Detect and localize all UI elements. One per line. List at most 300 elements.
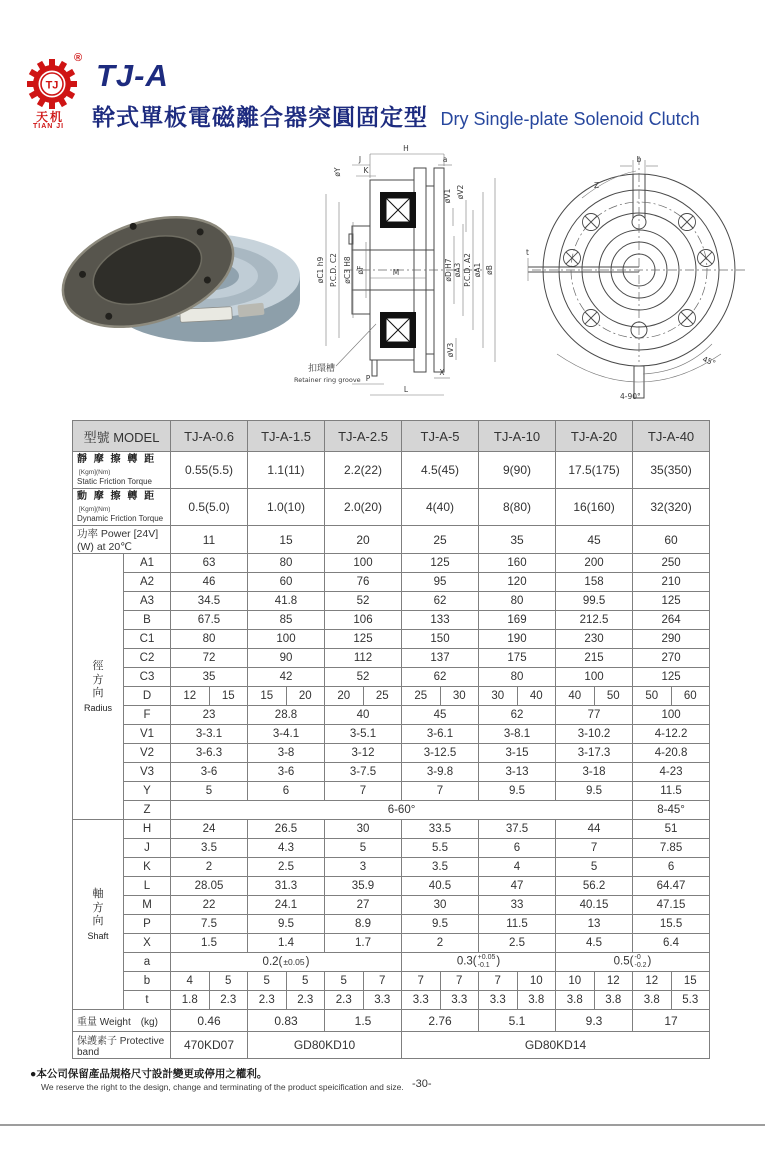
value-cell: 5 xyxy=(209,972,248,991)
value-cell: 7 xyxy=(479,972,518,991)
value-cell: 80 xyxy=(479,668,556,687)
param-cell: Z xyxy=(124,801,171,820)
value-cell: 40 xyxy=(517,687,556,706)
brand-logo xyxy=(26,58,90,115)
value-cell: 1.8 xyxy=(171,991,210,1010)
value-cell: 28.8 xyxy=(248,706,325,725)
param-cell: A1 xyxy=(124,554,171,573)
value-cell: 230 xyxy=(556,630,633,649)
value-cell: 2.5 xyxy=(479,934,556,953)
param-cell: P xyxy=(124,915,171,934)
page-number: -30- xyxy=(412,1078,432,1090)
dim-label-m: M xyxy=(392,268,400,277)
value-cell: 3-18 xyxy=(556,763,633,782)
value-cell: 1.4 xyxy=(248,934,325,953)
value-cell: 3-6 xyxy=(248,763,325,782)
value-cell: 100 xyxy=(325,554,402,573)
value-cell: 33.5 xyxy=(402,820,479,839)
row-label: 重量 Weight (kg) xyxy=(73,1010,171,1032)
value-cell: 15 xyxy=(209,687,248,706)
value-cell: 3-17.3 xyxy=(556,744,633,763)
value-cell: 90 xyxy=(248,649,325,668)
section-label-shaft: 軸 方 向 Shaft xyxy=(73,820,124,1010)
value-cell: 76 xyxy=(325,573,402,592)
dim-label-x: X xyxy=(439,368,445,377)
model-column-header: TJ-A-2.5 xyxy=(325,421,402,452)
row-label: 靜 摩 擦 轉 距[Kgm](Nm) Static Friction Torque xyxy=(73,452,171,489)
value-cell: 27 xyxy=(325,896,402,915)
product-title-en: Dry Single-plate Solenoid Clutch xyxy=(440,109,700,129)
value-cell: 5.1 xyxy=(479,1010,556,1032)
value-cell: 9.5 xyxy=(248,915,325,934)
value-cell: 100 xyxy=(633,706,710,725)
dim-label-4-90: 4-90° xyxy=(620,392,641,401)
value-cell: 7 xyxy=(440,972,479,991)
value-cell: 210 xyxy=(633,573,710,592)
value-cell: 3-8.1 xyxy=(479,725,556,744)
value-cell: 30 xyxy=(402,896,479,915)
value-cell: 120 xyxy=(479,573,556,592)
value-cell: 0.2(±0.05) xyxy=(171,953,402,972)
value-cell: 9(90) xyxy=(479,452,556,489)
value-cell: 150 xyxy=(402,630,479,649)
value-cell: 47.15 xyxy=(633,896,710,915)
param-cell: b xyxy=(124,972,171,991)
value-cell: 52 xyxy=(325,592,402,611)
value-cell: 15 xyxy=(671,972,710,991)
value-cell: 6-60° xyxy=(171,801,633,820)
param-cell: V1 xyxy=(124,725,171,744)
value-cell: 1.0(10) xyxy=(248,489,325,526)
dim-label-k: K xyxy=(363,166,369,175)
value-cell: 50 xyxy=(594,687,633,706)
footer-note xyxy=(30,1066,590,1092)
value-cell: 8.9 xyxy=(325,915,402,934)
value-cell: 2.3 xyxy=(248,991,287,1010)
product-title-cn: 幹式單板電磁離合器突圓固定型 xyxy=(92,104,428,130)
value-cell: 160 xyxy=(479,554,556,573)
model-column-header: TJ-A-10 xyxy=(479,421,556,452)
footer-note-en: We reserve the right to the design, change and terminating of the product speicification and size. xyxy=(41,1082,404,1092)
value-cell: 15 xyxy=(248,526,325,554)
value-cell: 5 xyxy=(556,858,633,877)
value-cell: 3.8 xyxy=(556,991,595,1010)
value-cell: 470KD07 xyxy=(171,1032,248,1059)
value-cell: 2.5 xyxy=(248,858,325,877)
value-cell: 133 xyxy=(402,611,479,630)
value-cell: 37.5 xyxy=(479,820,556,839)
value-cell: 16(160) xyxy=(556,489,633,526)
param-cell: X xyxy=(124,934,171,953)
value-cell: 25 xyxy=(402,687,441,706)
value-cell: 31.3 xyxy=(248,877,325,896)
value-cell: 7 xyxy=(402,782,479,801)
value-cell: 35 xyxy=(171,668,248,687)
value-cell: 4-12.2 xyxy=(633,725,710,744)
product-photo-figure xyxy=(52,180,304,358)
value-cell: 0.5(5.0) xyxy=(171,489,248,526)
param-cell: F xyxy=(124,706,171,725)
value-cell: 41.8 xyxy=(248,592,325,611)
param-cell: D xyxy=(124,687,171,706)
series-title: TJ-A xyxy=(96,58,169,93)
dim-label-z: Z xyxy=(594,181,600,190)
value-cell: 3.8 xyxy=(594,991,633,1010)
value-cell: 45 xyxy=(556,526,633,554)
param-cell: M xyxy=(124,896,171,915)
value-cell: 3.3 xyxy=(440,991,479,1010)
row-label: 動 摩 擦 轉 距[Kgm](Nm) Dynamic Friction Torque xyxy=(73,489,171,526)
value-cell: 22 xyxy=(171,896,248,915)
value-cell: 52 xyxy=(325,668,402,687)
value-cell: 4 xyxy=(171,972,210,991)
value-cell: 100 xyxy=(248,630,325,649)
value-cell: 215 xyxy=(556,649,633,668)
value-cell: 34.5 xyxy=(171,592,248,611)
value-cell: 63 xyxy=(171,554,248,573)
value-cell: 2.3 xyxy=(325,991,364,1010)
front-view-drawing xyxy=(524,148,756,406)
param-cell: J xyxy=(124,839,171,858)
value-cell: 11 xyxy=(171,526,248,554)
value-cell: 30 xyxy=(479,687,518,706)
value-cell: 5 xyxy=(325,839,402,858)
value-cell: 95 xyxy=(402,573,479,592)
value-cell: 30 xyxy=(440,687,479,706)
value-cell: 85 xyxy=(248,611,325,630)
footer-divider xyxy=(0,1124,765,1126)
value-cell: 106 xyxy=(325,611,402,630)
product-photo xyxy=(52,180,304,358)
value-cell: 5.3 xyxy=(671,991,710,1010)
value-cell: 3-12 xyxy=(325,744,402,763)
value-cell: 3-13 xyxy=(479,763,556,782)
value-cell: 40 xyxy=(556,687,595,706)
param-cell: V2 xyxy=(124,744,171,763)
value-cell: 33 xyxy=(479,896,556,915)
value-cell: 11.5 xyxy=(479,915,556,934)
value-cell: 125 xyxy=(402,554,479,573)
value-cell: 2.76 xyxy=(402,1010,479,1032)
value-cell: 3-10.2 xyxy=(556,725,633,744)
dim-label-b: b xyxy=(636,155,642,164)
value-cell: 2 xyxy=(402,934,479,953)
value-cell: 9.5 xyxy=(479,782,556,801)
logo-monogram: TJ xyxy=(45,79,59,92)
value-cell: 6 xyxy=(248,782,325,801)
value-cell: 15 xyxy=(248,687,287,706)
value-cell: 77 xyxy=(556,706,633,725)
value-cell: 9.3 xyxy=(556,1010,633,1032)
value-cell: 12 xyxy=(594,972,633,991)
value-cell: 9.5 xyxy=(402,915,479,934)
param-cell: B xyxy=(124,611,171,630)
dim-label-pcdc2: P.C.D. C2 xyxy=(329,253,338,287)
brand-name-en: TIAN JI xyxy=(33,123,65,130)
value-cell: 4 xyxy=(479,858,556,877)
value-cell: 3 xyxy=(325,858,402,877)
value-cell: 12 xyxy=(633,972,672,991)
value-cell: 62 xyxy=(479,706,556,725)
row-label: 功率 Power [24V](W) at 20℃ xyxy=(73,526,171,554)
value-cell: 80 xyxy=(248,554,325,573)
value-cell: 3-15 xyxy=(479,744,556,763)
value-cell: 200 xyxy=(556,554,633,573)
value-cell: 5.5 xyxy=(402,839,479,858)
value-cell: 28.05 xyxy=(171,877,248,896)
value-cell: 25 xyxy=(363,687,402,706)
param-cell: A2 xyxy=(124,573,171,592)
value-cell: 60 xyxy=(671,687,710,706)
value-cell: 40.5 xyxy=(402,877,479,896)
value-cell: 8(80) xyxy=(479,489,556,526)
value-cell: 10 xyxy=(517,972,556,991)
value-cell: 3-8 xyxy=(248,744,325,763)
product-title xyxy=(92,99,700,132)
value-cell: 25 xyxy=(402,526,479,554)
value-cell: 6 xyxy=(633,858,710,877)
value-cell: 13 xyxy=(556,915,633,934)
value-cell: 3.8 xyxy=(633,991,672,1010)
value-cell: 0.46 xyxy=(171,1010,248,1032)
value-cell: 5 xyxy=(171,782,248,801)
model-column-header: TJ-A-5 xyxy=(402,421,479,452)
spec-table xyxy=(72,420,710,1059)
param-cell: a xyxy=(124,953,171,972)
dim-label-h: H xyxy=(403,144,409,153)
value-cell: 1.7 xyxy=(325,934,402,953)
dim-label-j: J xyxy=(358,155,362,164)
value-cell: 15.5 xyxy=(633,915,710,934)
dim-label-45: 45° xyxy=(701,354,717,368)
value-cell: 7.5 xyxy=(171,915,248,934)
value-cell: 20 xyxy=(325,687,364,706)
value-cell: 6.4 xyxy=(633,934,710,953)
dim-label-ob: øB xyxy=(485,265,494,275)
value-cell: 2 xyxy=(171,858,248,877)
value-cell: 17.5(175) xyxy=(556,452,633,489)
value-cell: 175 xyxy=(479,649,556,668)
spec-table-wrap xyxy=(72,420,710,1059)
value-cell: 11.5 xyxy=(633,782,710,801)
value-cell: 60 xyxy=(248,573,325,592)
section-drawing xyxy=(292,138,532,406)
value-cell: 35 xyxy=(479,526,556,554)
model-header-cell: 型號 MODEL xyxy=(73,421,171,452)
value-cell: 2.0(20) xyxy=(325,489,402,526)
model-column-header: TJ-A-0.6 xyxy=(171,421,248,452)
value-cell: 4-23 xyxy=(633,763,710,782)
value-cell: 1.5 xyxy=(171,934,248,953)
value-cell: 60 xyxy=(633,526,710,554)
value-cell: 3-6.3 xyxy=(171,744,248,763)
section-drawing-figure xyxy=(292,138,532,406)
value-cell: 158 xyxy=(556,573,633,592)
value-cell: 2.3 xyxy=(209,991,248,1010)
value-cell: 40 xyxy=(325,706,402,725)
value-cell: 3.3 xyxy=(363,991,402,1010)
value-cell: 10 xyxy=(556,972,595,991)
value-cell: 3-7.5 xyxy=(325,763,402,782)
model-column-header: TJ-A-40 xyxy=(633,421,710,452)
value-cell: 2.2(22) xyxy=(325,452,402,489)
value-cell: 3-9.8 xyxy=(402,763,479,782)
dim-label-oc3: øC3 H8 xyxy=(343,256,352,284)
value-cell: 8-45° xyxy=(633,801,710,820)
value-cell: 270 xyxy=(633,649,710,668)
dim-label-t: t xyxy=(526,248,529,257)
value-cell: 4.3 xyxy=(248,839,325,858)
param-cell: L xyxy=(124,877,171,896)
model-column-header: TJ-A-20 xyxy=(556,421,633,452)
value-cell: 1.1(11) xyxy=(248,452,325,489)
value-cell: 0.5( -0 -0.2 ) xyxy=(556,953,710,972)
value-cell: 30 xyxy=(325,820,402,839)
value-cell: 3-3.1 xyxy=(171,725,248,744)
value-cell: 51 xyxy=(633,820,710,839)
value-cell: 7.85 xyxy=(633,839,710,858)
value-cell: 20 xyxy=(325,526,402,554)
dim-label-a: a xyxy=(442,155,448,164)
dim-label-oy: øY xyxy=(333,167,342,177)
dim-label-of: øF xyxy=(356,265,365,275)
value-cell: 7 xyxy=(556,839,633,858)
value-cell: 64.47 xyxy=(633,877,710,896)
value-cell: 7 xyxy=(363,972,402,991)
value-cell: 3-12.5 xyxy=(402,744,479,763)
value-cell: 125 xyxy=(633,668,710,687)
dim-label-oa3: øA3 xyxy=(453,262,462,278)
section-label-radius: 徑 方 向 Radius xyxy=(73,554,124,820)
value-cell: 99.5 xyxy=(556,592,633,611)
param-cell: t xyxy=(124,991,171,1010)
dim-label-pcda2: P.C.D. A2 xyxy=(463,253,472,287)
footer-note-cn-text: 本公司保留產品規格尺寸設計變更或停用之權利。 xyxy=(36,1068,268,1080)
value-cell: 80 xyxy=(479,592,556,611)
value-cell: 5 xyxy=(325,972,364,991)
value-cell: 250 xyxy=(633,554,710,573)
value-cell: 56.2 xyxy=(556,877,633,896)
value-cell: 125 xyxy=(633,592,710,611)
value-cell: 40.15 xyxy=(556,896,633,915)
value-cell: 67.5 xyxy=(171,611,248,630)
value-cell: 169 xyxy=(479,611,556,630)
value-cell: 5 xyxy=(248,972,287,991)
value-cell: 3-6 xyxy=(171,763,248,782)
value-cell: 3-6.1 xyxy=(402,725,479,744)
value-cell: 5 xyxy=(286,972,325,991)
param-cell: H xyxy=(124,820,171,839)
value-cell: 0.3( +0.05 -0.1 ) xyxy=(402,953,556,972)
value-cell: 7 xyxy=(402,972,441,991)
value-cell: 17 xyxy=(633,1010,710,1032)
value-cell: 20 xyxy=(286,687,325,706)
dim-label-l: L xyxy=(403,385,409,394)
value-cell: 0.83 xyxy=(248,1010,325,1032)
dim-label-ov3: øV3 xyxy=(446,342,455,358)
value-cell: 44 xyxy=(556,820,633,839)
value-cell: 35.9 xyxy=(325,877,402,896)
value-cell: 24 xyxy=(171,820,248,839)
value-cell: 264 xyxy=(633,611,710,630)
value-cell: 26.5 xyxy=(248,820,325,839)
value-cell: 12 xyxy=(171,687,210,706)
front-view-figure xyxy=(524,148,756,406)
param-cell: V3 xyxy=(124,763,171,782)
value-cell: 42 xyxy=(248,668,325,687)
dim-label-oa1: øA1 xyxy=(473,262,482,278)
value-cell: 47 xyxy=(479,877,556,896)
param-cell: C1 xyxy=(124,630,171,649)
value-cell: 3-5.1 xyxy=(325,725,402,744)
value-cell: 3-4.1 xyxy=(248,725,325,744)
param-cell: C3 xyxy=(124,668,171,687)
value-cell: 50 xyxy=(633,687,672,706)
value-cell: 4.5 xyxy=(556,934,633,953)
value-cell: 9.5 xyxy=(556,782,633,801)
value-cell: 62 xyxy=(402,668,479,687)
param-cell: K xyxy=(124,858,171,877)
value-cell: 3.5 xyxy=(402,858,479,877)
value-cell: 6 xyxy=(479,839,556,858)
value-cell: GD80KD10 xyxy=(248,1032,402,1059)
row-label: 保護素子 Protective band xyxy=(73,1032,171,1059)
value-cell: 32(320) xyxy=(633,489,710,526)
value-cell: 4-20.8 xyxy=(633,744,710,763)
value-cell: 2.3 xyxy=(286,991,325,1010)
value-cell: 45 xyxy=(402,706,479,725)
value-cell: 46 xyxy=(171,573,248,592)
dim-label-od: øD H7 xyxy=(444,258,453,282)
value-cell: 1.5 xyxy=(325,1010,402,1032)
param-cell: Y xyxy=(124,782,171,801)
value-cell: 112 xyxy=(325,649,402,668)
dim-label-ov2: øV2 xyxy=(456,184,465,200)
value-cell: 190 xyxy=(479,630,556,649)
value-cell: 100 xyxy=(556,668,633,687)
footer-note-cn xyxy=(30,1066,590,1081)
retainer-groove-label-en: Retainer ring groove xyxy=(294,376,361,384)
value-cell: 4.5(45) xyxy=(402,452,479,489)
value-cell: GD80KD14 xyxy=(402,1032,710,1059)
value-cell: 72 xyxy=(171,649,248,668)
retainer-groove-label-cn: 扣環槽 xyxy=(308,364,336,374)
value-cell: 137 xyxy=(402,649,479,668)
param-cell: A3 xyxy=(124,592,171,611)
value-cell: 3.3 xyxy=(479,991,518,1010)
model-column-header: TJ-A-1.5 xyxy=(248,421,325,452)
value-cell: 62 xyxy=(402,592,479,611)
value-cell: 80 xyxy=(171,630,248,649)
gear-logo-icon xyxy=(26,58,78,110)
footer-bullet: ● xyxy=(30,1068,37,1080)
value-cell: 3.3 xyxy=(402,991,441,1010)
brand-name-cn: 天机 xyxy=(36,110,65,124)
value-cell: 0.55(5.5) xyxy=(171,452,248,489)
value-cell: 290 xyxy=(633,630,710,649)
value-cell: 3.5 xyxy=(171,839,248,858)
value-cell: 125 xyxy=(325,630,402,649)
param-cell: C2 xyxy=(124,649,171,668)
value-cell: 7 xyxy=(325,782,402,801)
value-cell: 4(40) xyxy=(402,489,479,526)
registered-mark: ® xyxy=(74,52,83,64)
value-cell: 35(350) xyxy=(633,452,710,489)
value-cell: 3.8 xyxy=(517,991,556,1010)
value-cell: 23 xyxy=(171,706,248,725)
dim-label-oc1: øC1 h9 xyxy=(316,256,325,284)
value-cell: 24.1 xyxy=(248,896,325,915)
